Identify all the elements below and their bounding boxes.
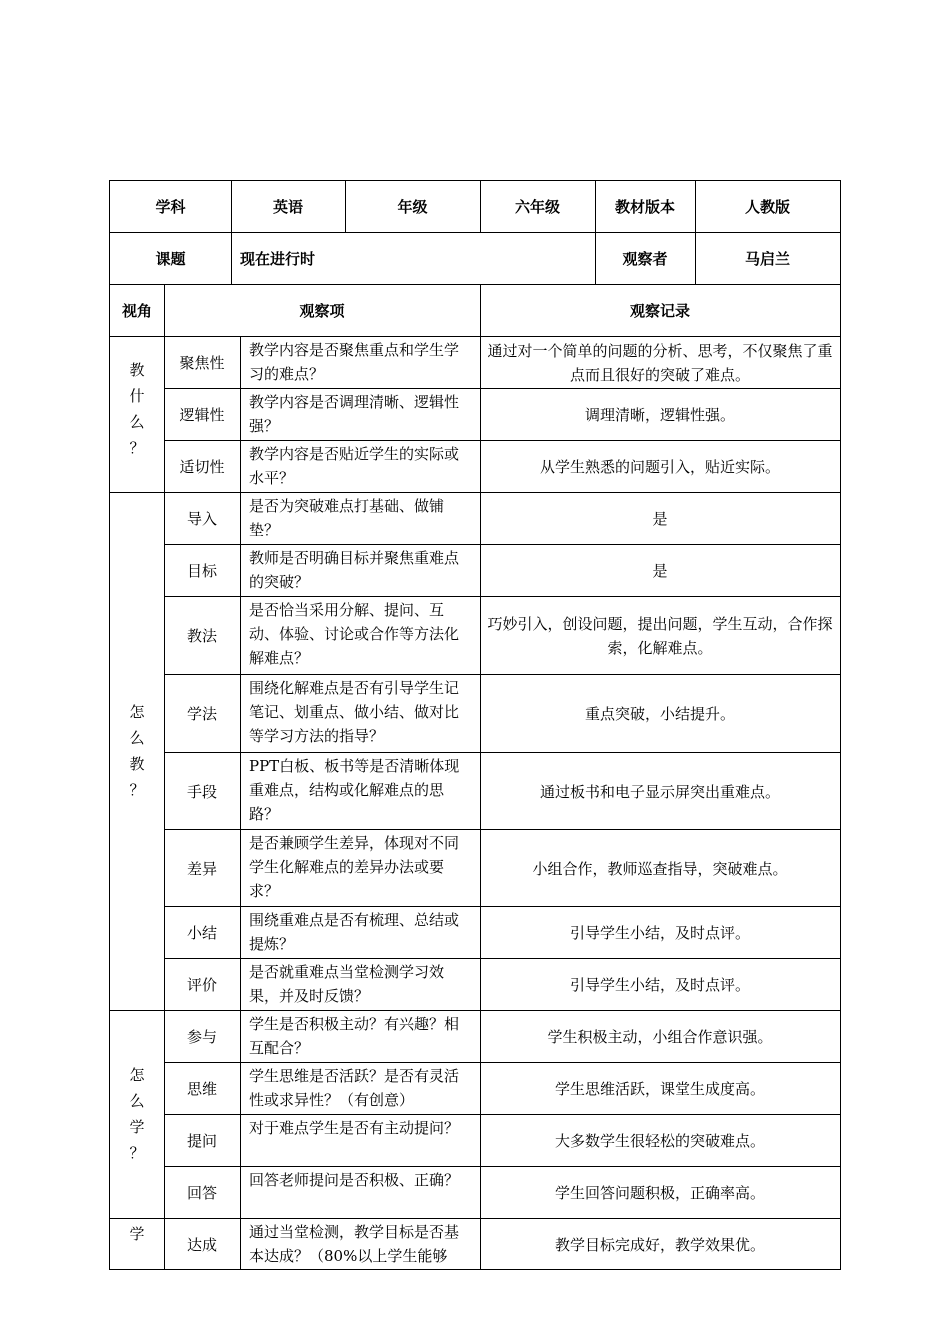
item-name: 思维 (186, 1080, 217, 1098)
item-name: 参与 (186, 1028, 217, 1046)
topic-label: 课题 (155, 250, 186, 268)
observer-label: 观察者 (622, 250, 668, 268)
grid-line (110, 1218, 840, 1219)
item-question: 围绕化解难点是否有引导学生记笔记、划重点、做小结、做对比等学习方法的指导？ (249, 679, 460, 745)
item-question: 通过当堂检测，教学目标是否基本达成？（80%以上学生能够 (249, 1223, 460, 1265)
observation-record: 通过对一个简单的问题的分析、思考，不仅聚焦了重点而且很好的突破了难点。 (487, 342, 833, 384)
grid-line (164, 544, 840, 545)
grade-label: 年级 (397, 198, 428, 216)
item-name: 手段 (186, 782, 217, 801)
observation-record: 是 (652, 510, 668, 528)
grid-line (480, 285, 481, 1270)
grid-line (164, 1062, 840, 1063)
record-header: 观察记录 (629, 302, 690, 320)
item-question: 围绕重难点是否有梳理、总结或提炼？ (249, 911, 460, 953)
topic-value: 现在进行时 (240, 250, 316, 268)
item-question: 教学内容是否调理清晰、逻辑性强？ (249, 393, 460, 435)
grid-line (164, 752, 840, 753)
grid-line (164, 388, 840, 389)
grid-line (695, 181, 696, 285)
observation-record: 学生积极主动，小组合作意识强。 (547, 1028, 773, 1046)
grid-line (110, 232, 840, 233)
edition-label: 教材版本 (614, 198, 675, 216)
item-question: 学生是否积极主动？有兴趣？相互配合？ (249, 1015, 460, 1057)
item-name: 学法 (186, 705, 217, 723)
observation-record: 小组合作，教师巡查指导，突破难点。 (532, 859, 788, 878)
group-label-learn-outcome: 学 (129, 1225, 145, 1243)
item-name: 达成 (186, 1236, 217, 1254)
item-header: 观察项 (299, 302, 345, 320)
item-name: 评价 (186, 976, 217, 994)
item-name: 提问 (186, 1132, 217, 1150)
observer-value: 马启兰 (744, 250, 790, 268)
grid-line (164, 1114, 840, 1115)
observation-record: 调理清晰，逻辑性强。 (584, 406, 735, 424)
grid-line (164, 440, 840, 441)
perspective-header: 视角 (121, 302, 152, 320)
observation-record: 引导学生小结，及时点评。 (569, 976, 750, 994)
item-question: 教学内容是否贴近学生的实际或水平？ (249, 445, 460, 487)
grid-line (480, 181, 481, 233)
grid-line (164, 958, 840, 959)
item-name: 差异 (186, 859, 217, 878)
group-label-what: 教 什 么 ？ (129, 361, 145, 457)
grid-line (164, 285, 165, 1270)
observation-record: 引导学生小结，及时点评。 (569, 924, 750, 942)
group-label-how-learn: 怎 么 学 ？ (129, 1066, 145, 1162)
item-question: 是否就重难点当堂检测学习效果，并及时反馈？ (249, 963, 445, 1005)
grid-line (110, 1010, 840, 1011)
grid-line (345, 181, 346, 233)
item-name: 回答 (186, 1184, 217, 1202)
subject-value: 英语 (272, 198, 303, 216)
group-label-how-teach: 怎 么 教 ？ (129, 703, 145, 799)
observation-record: 教学目标完成好，教学效果优。 (554, 1236, 765, 1254)
item-question: 是否为突破难点打基础、做铺垫？ (249, 497, 445, 539)
observation-table (109, 180, 841, 1270)
item-name: 导入 (186, 510, 217, 528)
grid-line (164, 829, 840, 830)
grid-line (595, 181, 596, 285)
grid-line (110, 284, 840, 285)
grid-line (231, 181, 232, 285)
observation-record: 巧妙引入，创设问题，提出问题，学生互动，合作探索，化解难点。 (487, 615, 833, 657)
observation-record: 通过板书和电子显示屏突出重难点。 (539, 782, 780, 801)
grid-line (164, 674, 840, 675)
observation-record: 学生回答问题积极，正确率高。 (554, 1184, 765, 1202)
item-name: 逻辑性 (179, 406, 225, 424)
item-question: 教师是否明确目标并聚焦重难点的突破？ (249, 549, 460, 591)
observation-record: 重点突破，小结提升。 (584, 705, 735, 723)
item-name: 适切性 (179, 458, 225, 476)
item-name: 聚焦性 (179, 354, 225, 372)
item-question: 对于难点学生是否有主动提问？ (249, 1119, 460, 1137)
item-question: 教学内容是否聚焦重点和学生学习的难点？ (249, 341, 460, 383)
grid-line (164, 906, 840, 907)
item-question: 是否兼顾学生差异，体现对不同学生化解难点的差异办法或要求？ (249, 834, 460, 900)
item-name: 小结 (186, 924, 217, 942)
item-question: PPT白板、板书等是否清晰体现重难点，结构或化解难点的思路？ (249, 757, 460, 823)
edition-value: 人教版 (744, 198, 790, 216)
item-question: 回答老师提问是否积极、正确？ (249, 1171, 460, 1189)
subject-label: 学科 (155, 198, 186, 216)
grid-line (110, 336, 840, 337)
item-name: 目标 (186, 562, 217, 580)
observation-record: 是 (652, 562, 668, 580)
item-question: 是否恰当采用分解、提问、互动、体验、讨论或合作等方法化解难点？ (249, 601, 460, 667)
grade-value: 六年级 (514, 198, 560, 216)
observation-record: 大多数学生很轻松的突破难点。 (554, 1132, 765, 1150)
observation-record: 从学生熟悉的问题引入，贴近实际。 (539, 458, 780, 476)
item-question: 学生思维是否活跃？是否有灵活性或求异性？（有创意） (249, 1067, 460, 1109)
observation-record: 学生思维活跃，课堂生成度高。 (554, 1080, 765, 1098)
grid-line (110, 492, 840, 493)
item-name: 教法 (186, 627, 217, 645)
grid-line (164, 596, 840, 597)
grid-line (164, 1166, 840, 1167)
grid-line (240, 337, 241, 1270)
